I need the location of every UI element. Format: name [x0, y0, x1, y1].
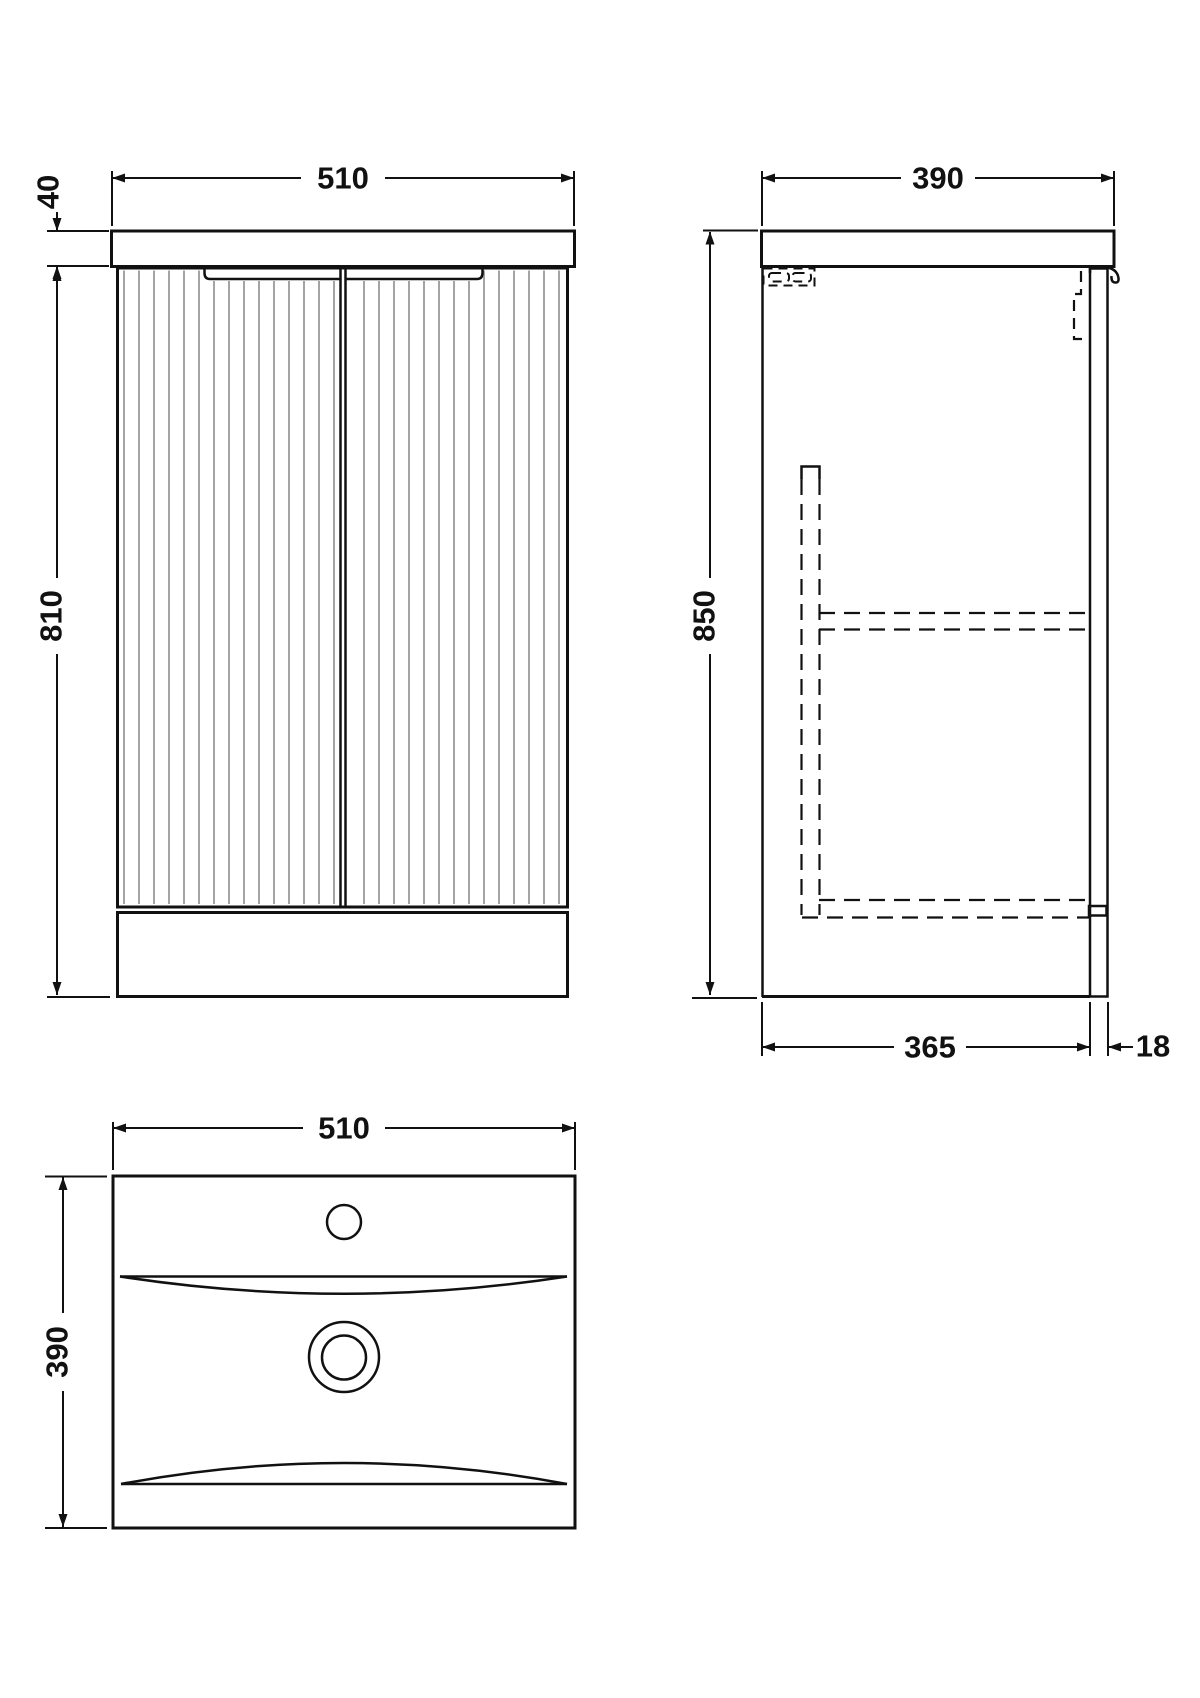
side-view [687, 161, 1171, 1065]
side-depth-label: 390 [912, 160, 964, 196]
dim-arrow [113, 1124, 126, 1133]
left-door-handle-recess [205, 268, 342, 279]
basin-back-slope-edge [120, 1277, 567, 1294]
front-cabinet-height-label: 810 [33, 590, 69, 642]
basin-depth-label: 390 [39, 1326, 75, 1378]
basin-width-dimension [113, 1111, 575, 1171]
front-worktop-height-dimension [31, 175, 110, 290]
middle-shelf-hidden [819, 613, 1089, 630]
front-view [31, 161, 575, 998]
internal-service-channel [802, 467, 820, 916]
dim-arrow [706, 232, 715, 245]
side-height-label: 850 [686, 590, 722, 642]
side-worktop [762, 231, 1115, 267]
dim-arrow [53, 982, 62, 995]
dim-arrow [112, 174, 125, 183]
dim-arrow [762, 1043, 775, 1052]
hinge-hidden-outline [1074, 271, 1089, 339]
front-width-label: 510 [317, 160, 369, 196]
side-height-dimension [687, 231, 759, 999]
worktop-fixing-bracket [764, 269, 815, 286]
shelf-door-junction [1089, 906, 1107, 916]
dim-arrow [561, 174, 574, 183]
side-door-thickness-label: 18 [1135, 1028, 1171, 1064]
dim-arrow [762, 174, 775, 183]
basin-width-label: 510 [318, 1110, 370, 1146]
basin-depth-dimension [40, 1177, 108, 1529]
front-doors-outline [118, 268, 568, 907]
front-width-dimension [112, 161, 574, 227]
dim-arrow [59, 1177, 68, 1190]
front-cabinet-height-dimension [34, 268, 111, 997]
dim-arrow [53, 218, 62, 231]
front-worktop-height-label: 40 [30, 174, 66, 210]
side-depth-dimension [762, 161, 1114, 227]
tap-hole [327, 1205, 361, 1239]
dim-arrow [562, 1124, 575, 1133]
dim-arrow [53, 268, 62, 281]
dim-arrow [1101, 174, 1114, 183]
dim-arrow [706, 982, 715, 995]
bottom-shelf-hidden [802, 900, 1107, 918]
dim-arrow [1077, 1043, 1090, 1052]
front-worktop [112, 231, 575, 267]
front-plinth [118, 913, 568, 997]
basin-plan-view [40, 1111, 576, 1529]
dim-arrow [59, 1514, 68, 1527]
right-door-handle-recess [345, 268, 483, 279]
basin-front-slope-edge [121, 1463, 567, 1484]
side-body-depth-dimension [762, 1002, 1170, 1065]
side-door-slab [1090, 269, 1108, 997]
side-body-depth-label: 365 [904, 1029, 956, 1065]
waste-hole [309, 1322, 379, 1392]
dim-arrow [1108, 1043, 1121, 1052]
